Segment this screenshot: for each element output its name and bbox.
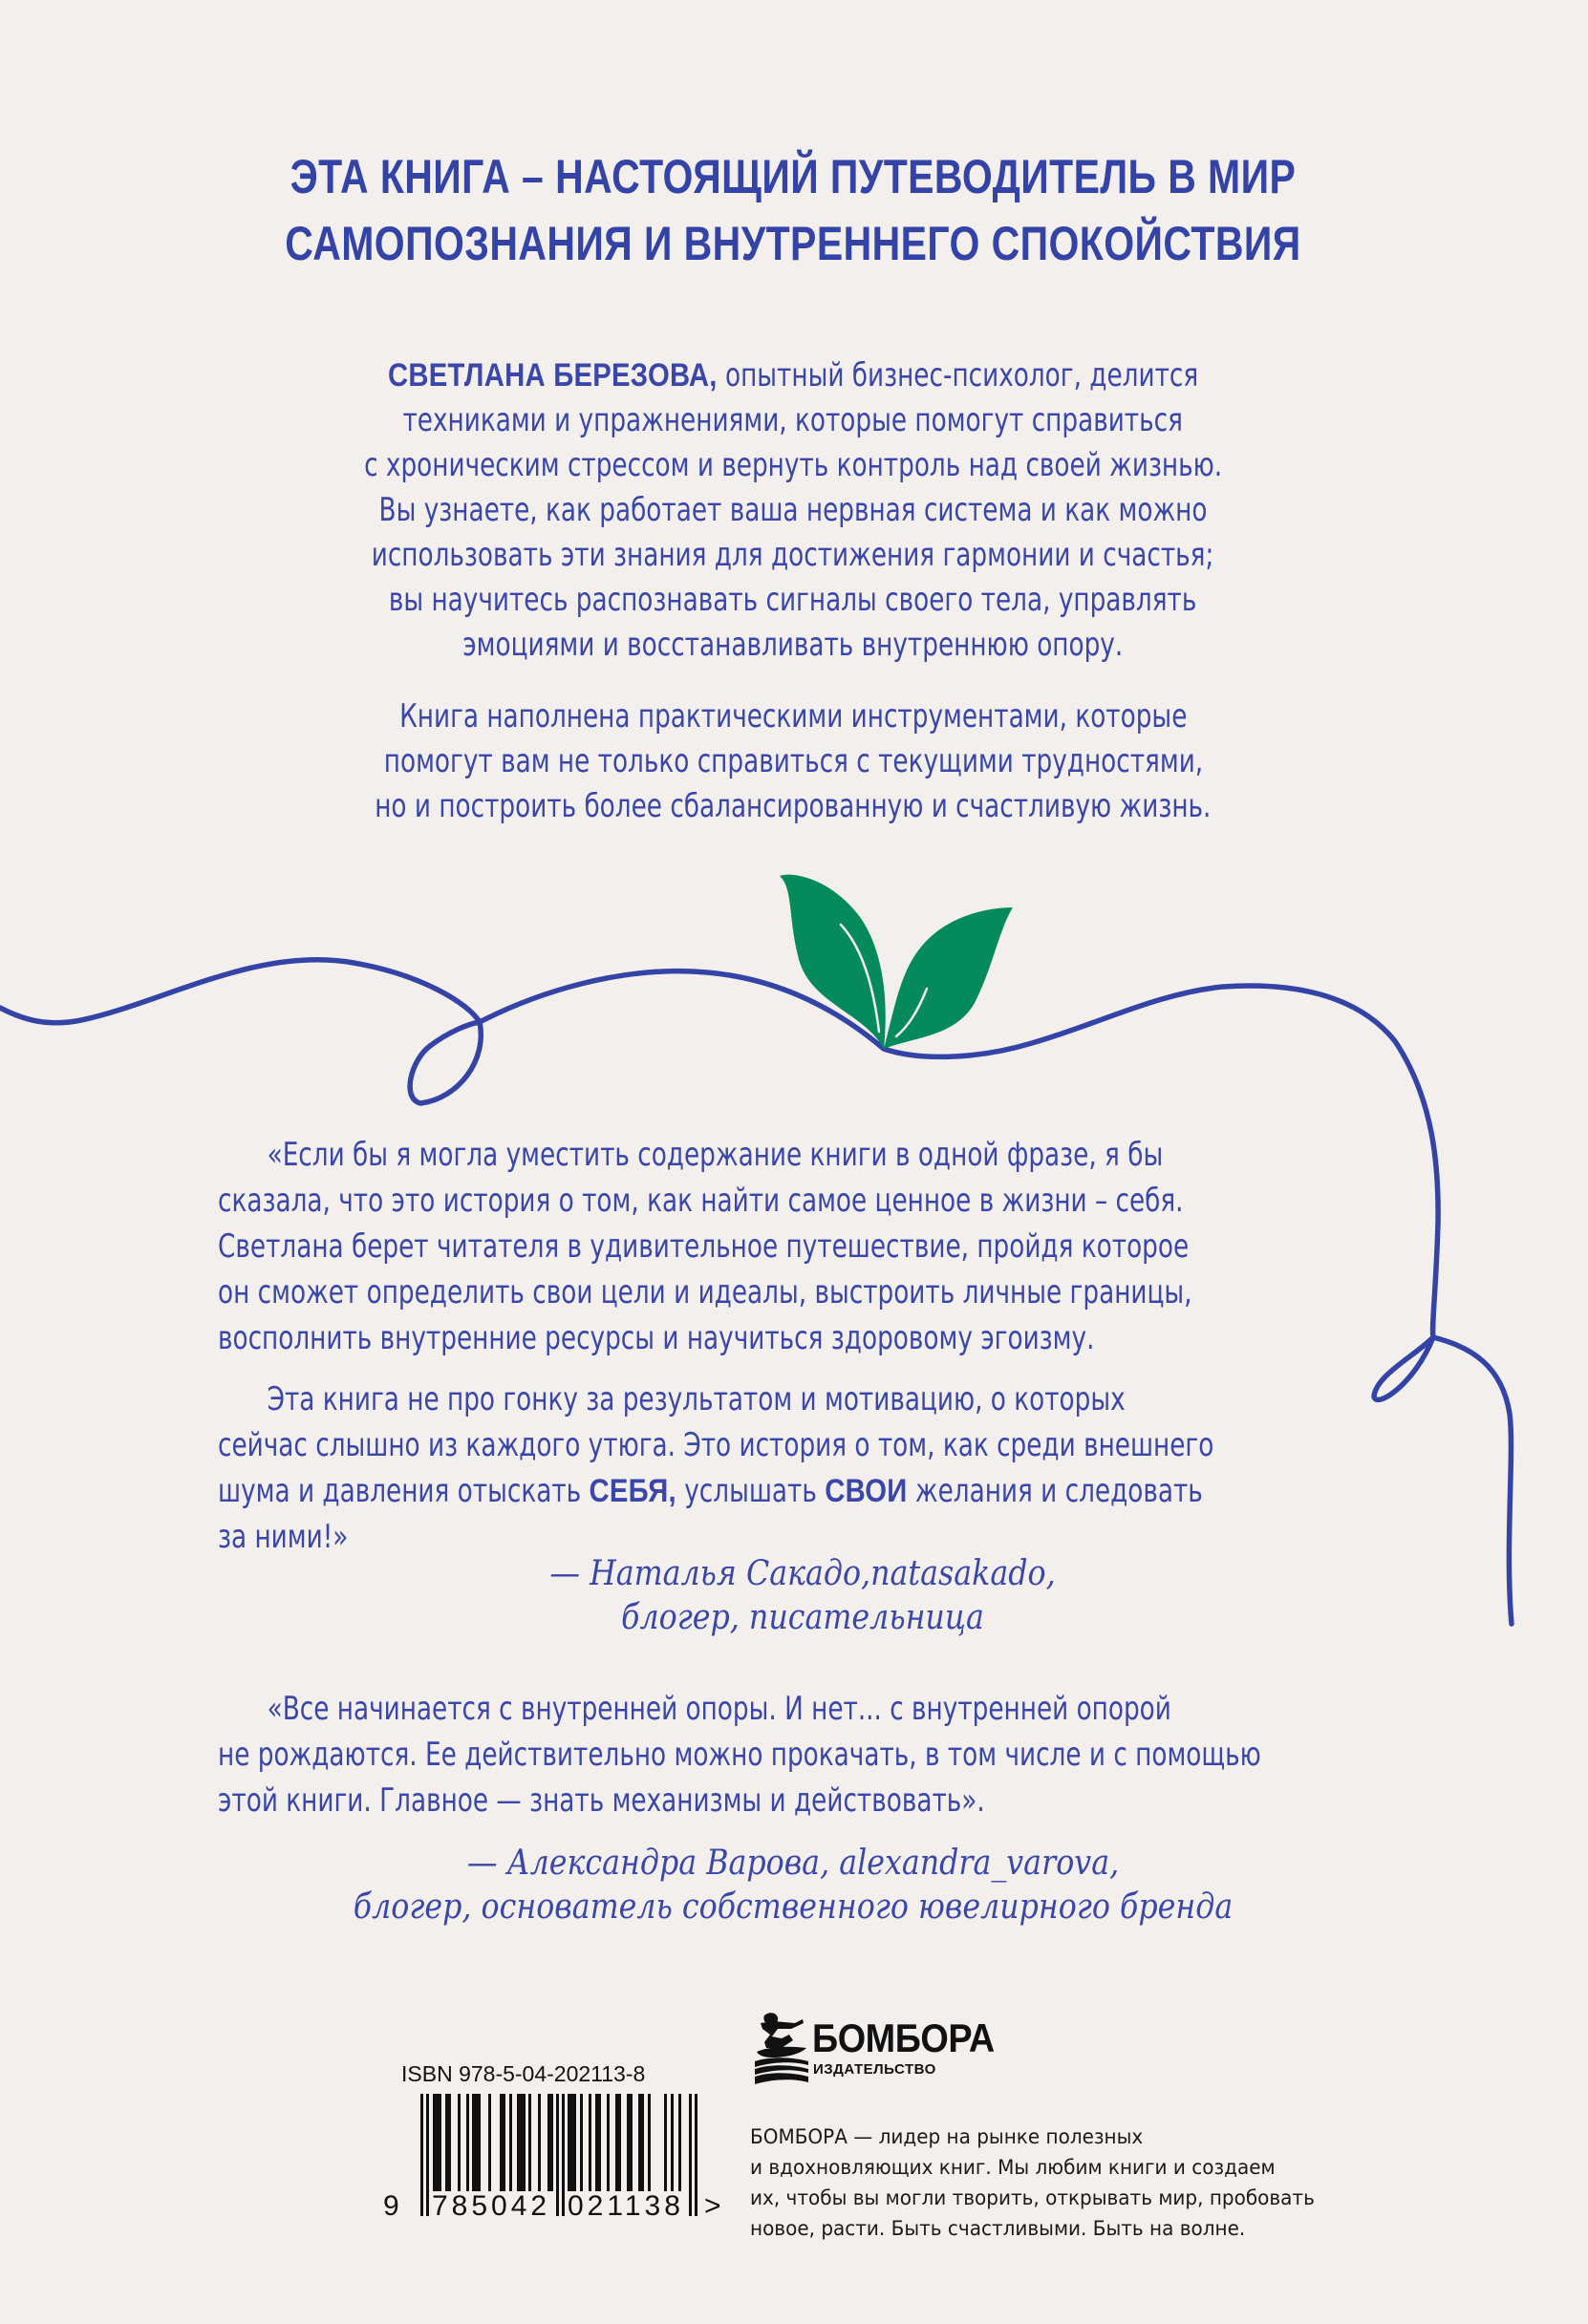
attribution-line: — Наталья Сакадо,natasakado, — [549, 1554, 1056, 1593]
testimonial-2 — [218, 1686, 1364, 1823]
attribution-line: блогер, писательница — [621, 1598, 984, 1637]
quote-line: этой книги. Главное — знать механизмы и действовать». — [218, 1781, 985, 1820]
description-line: техниками и упражнениями, которые помогут справиться — [402, 401, 1184, 439]
quote-line: восполнить внутренние ресурсы и научиться здоровому эгоизму. — [218, 1319, 1095, 1357]
headline-line: САМОПОЗНАНИЯ И ВНУТРЕННЕГО СПОКОЙСТВИЯ — [285, 217, 1301, 270]
description-line: вы научитесь распознавать сигналы своего тела, управлять — [389, 581, 1197, 619]
barcode-quiet-mark: > — [704, 2190, 721, 2222]
attribution-line: блогер, основатель собственного ювелирного бренда — [353, 1887, 1234, 1927]
bombora-surfer-logo-icon — [753, 2006, 810, 2092]
publisher-subtitle: ИЗДАТЕЛЬСТВО — [813, 2061, 936, 2078]
testimonial-2-attribution — [220, 1842, 1366, 1930]
quote-line: шума и давления отыскать СЕБЯ, услышать СВОИ желания и следовать — [218, 1472, 1203, 1510]
quote-line: за ними!» — [218, 1518, 349, 1556]
quote-line: «Все начинается с внутренней опоры. И нет... с внутренней опорой — [267, 1690, 1171, 1728]
emphasis-own: СВОИ — [825, 1473, 908, 1509]
book-description-2 — [172, 694, 1414, 829]
description-line: но и построить более сбалансированную и счастливую жизнь. — [375, 787, 1212, 825]
emphasis-self: СЕБЯ, — [589, 1473, 676, 1509]
publisher-logo — [753, 2006, 1020, 2092]
quote-line: «Если бы я могла уместить содержание книги в одной фразе, я бы — [267, 1136, 1164, 1174]
barcode-right-digits: 021138 — [568, 2190, 684, 2222]
quote-line: не рождаются. Ее действительно можно прокачать, в том числе и с помощью — [218, 1736, 1261, 1774]
publisher-description-line: и вдохновляющих книг. Мы любим книги и создаем — [750, 2156, 1276, 2180]
description-line: Книга наполнена практическими инструментами, которые — [398, 697, 1188, 736]
quote-line: он сможет определить свои цели и идеалы, выстроить личные границы, — [218, 1273, 1192, 1311]
publisher-description-line: их, чтобы вы могли творить, открывать мир, пробовать — [750, 2186, 1315, 2210]
quote-line: Эта книга не про гонку за результатом и мотивацию, о которых — [267, 1380, 1126, 1418]
book-description — [172, 353, 1414, 668]
description-line: использовать эти знания для достижения гармонии и счастья; — [372, 536, 1214, 574]
attribution-line: — Александра Варова, alexandra_varova, — [466, 1844, 1120, 1883]
isbn-label: ISBN 978-5-04-202113-8 — [401, 2061, 646, 2086]
quote-line: сказала, что это история о том, как найти самое ценное в жизни – себя. — [218, 1182, 1184, 1220]
publisher-name: БОМБОРА — [812, 2015, 995, 2060]
testimonial-1-attribution — [363, 1552, 1242, 1640]
leaf-sprout-icon — [780, 875, 1013, 1049]
description-line: с хроническим стрессом и вернуть контроль над своей жизнью. — [363, 446, 1223, 484]
description-text: опытный бизнес-психолог, делится — [717, 356, 1199, 394]
headline-line: ЭТА КНИГА – НАСТОЯЩИЙ ПУТЕВОДИТЕЛЬ В МИР — [290, 150, 1297, 203]
publisher-description-line: новое, расти. Быть счастливыми. Быть на волне. — [750, 2217, 1246, 2241]
barcode-first-digit: 9 — [383, 2190, 399, 2222]
publisher-description-line: БОМБОРА — лидер на рынке полезных — [750, 2125, 1144, 2149]
testimonial-1 — [218, 1132, 1364, 1560]
publisher-description — [750, 2122, 1342, 2245]
description-line: Вы узнаете, как работает ваша нервная система и как можно — [378, 491, 1208, 529]
description-line: эмоциями и восстанавливать внутреннюю опору. — [462, 626, 1124, 664]
description-line: помогут вам не только справиться с текущими трудностями, — [383, 742, 1203, 780]
author-name: СВЕТЛАНА БЕРЕЗОВА, — [387, 357, 718, 394]
quote-line: Светлана берет читателя в удивительное путешествие, пройдя которое — [218, 1227, 1190, 1266]
headline — [142, 143, 1445, 277]
quote-line: сейчас слышно из каждого утюга. Это история о том, как среди внешнего — [218, 1426, 1214, 1464]
barcode-left-digits: 785042 — [432, 2190, 551, 2222]
